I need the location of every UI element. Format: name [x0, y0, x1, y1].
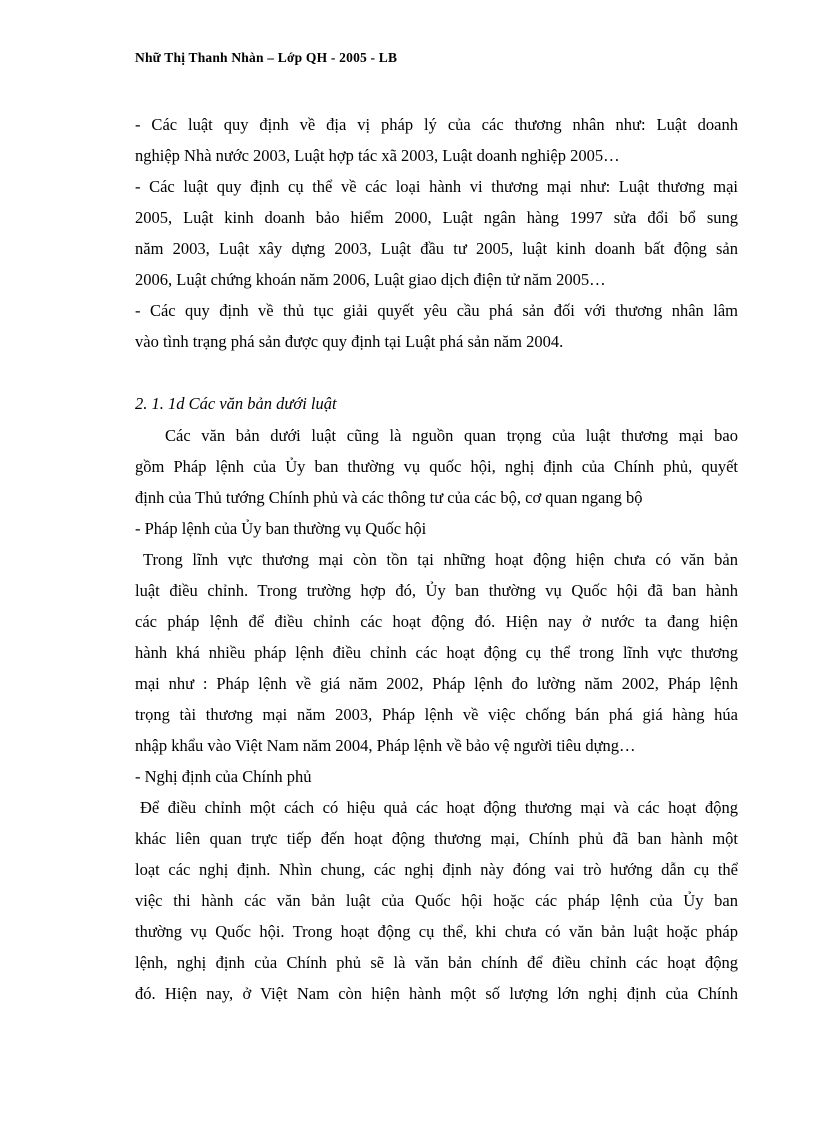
body-line: Để điều chỉnh một cách có hiệu quả các hoạt động thương mại và các hoạt động: [140, 798, 738, 817]
body-line: các pháp lệnh để điều chỉnh các hoạt động đó. Hiện nay ở nước ta đang hiện: [135, 612, 738, 631]
subsection-label: - Nghị định của Chính phủ: [135, 767, 312, 786]
body-line: 2006, Luật chứng khoán năm 2006, Luật giao dịch điện tử năm 2005…: [135, 270, 606, 289]
body-line: năm 2003, Luật xây dựng 2003, Luật đầu tư 2005, luật kinh doanh bất động sản: [135, 239, 738, 258]
body-line: - Các quy định về thủ tục giải quyết yêu cầu phá sản đối với thương nhân lâm: [135, 301, 738, 320]
body-line: - Các luật quy định cụ thể về các loại hành vi thương mại như: Luật thương mại: [135, 177, 738, 196]
body-line: hành khá nhiều pháp lệnh điều chỉnh các hoạt động cụ thể trong lĩnh vực thương: [135, 643, 738, 662]
body-line: Các văn bản dưới luật cũng là nguồn quan trọng của luật thương mại bao: [165, 426, 738, 445]
body-line: nhập khẩu vào Việt Nam năm 2004, Pháp lệnh về bảo vệ người tiêu dựng…: [135, 736, 636, 755]
body-line: thường vụ Quốc hội. Trong hoạt động cụ thể, khi chưa có văn bản luật hoặc pháp: [135, 922, 738, 941]
section-heading: 2. 1. 1d Các văn bản dưới luật: [135, 394, 337, 413]
body-line: nghiệp Nhà nước 2003, Luật hợp tác xã 2003, Luật doanh nghiệp 2005…: [135, 146, 620, 165]
body-line: Trong lĩnh vực thương mại còn tồn tại những hoạt động hiện chưa có văn bản: [143, 550, 738, 569]
body-line: mại như : Pháp lệnh về giá năm 2002, Pháp lệnh đo lường năm 2002, Pháp lệnh: [135, 674, 738, 693]
body-line: khác liên quan trực tiếp đến hoạt động thương mại, Chính phủ đã ban hành một: [135, 829, 738, 848]
body-line: luật điều chỉnh. Trong trường hợp đó, Ủy ban thường vụ Quốc hội đã ban hành: [135, 581, 738, 600]
body-line: định của Thủ tướng Chính phủ và các thông tư của các bộ, cơ quan ngang bộ: [135, 488, 643, 507]
body-line: lệnh, nghị định của Chính phủ sẽ là văn bản chính để điều chỉnh các hoạt động: [135, 953, 738, 972]
body-line: trọng tài thương mại năm 2003, Pháp lệnh về việc chống bán phá giá hàng húa: [135, 705, 738, 724]
subsection-label: - Pháp lệnh của Ủy ban thường vụ Quốc hội: [135, 519, 427, 538]
body-line: gồm Pháp lệnh của Ủy ban thường vụ quốc hội, nghị định của Chính phủ, quyết: [135, 457, 738, 476]
body-line: vào tình trạng phá sản được quy định tại Luật phá sản năm 2004.: [135, 332, 564, 351]
page-header: Nhữ Thị Thanh Nhàn – Lớp QH - 2005 - LB: [135, 50, 398, 65]
body-line: loạt các nghị định. Nhìn chung, các nghị định này đóng vai trò hướng dẫn cụ thể: [135, 860, 738, 879]
body-line: 2005, Luật kinh doanh bảo hiểm 2000, Luật ngân hàng 1997 sửa đổi bổ sung: [135, 208, 738, 227]
body-line: việc thi hành các văn bản luật của Quốc hội hoặc các pháp lệnh của Ủy ban: [135, 891, 738, 910]
body-line: đó. Hiện nay, ở Việt Nam còn hiện hành một số lượng lớn nghị định của Chính: [135, 984, 738, 1003]
body-line: - Các luật quy định về địa vị pháp lý của các thương nhân như: Luật doanh: [135, 115, 738, 134]
